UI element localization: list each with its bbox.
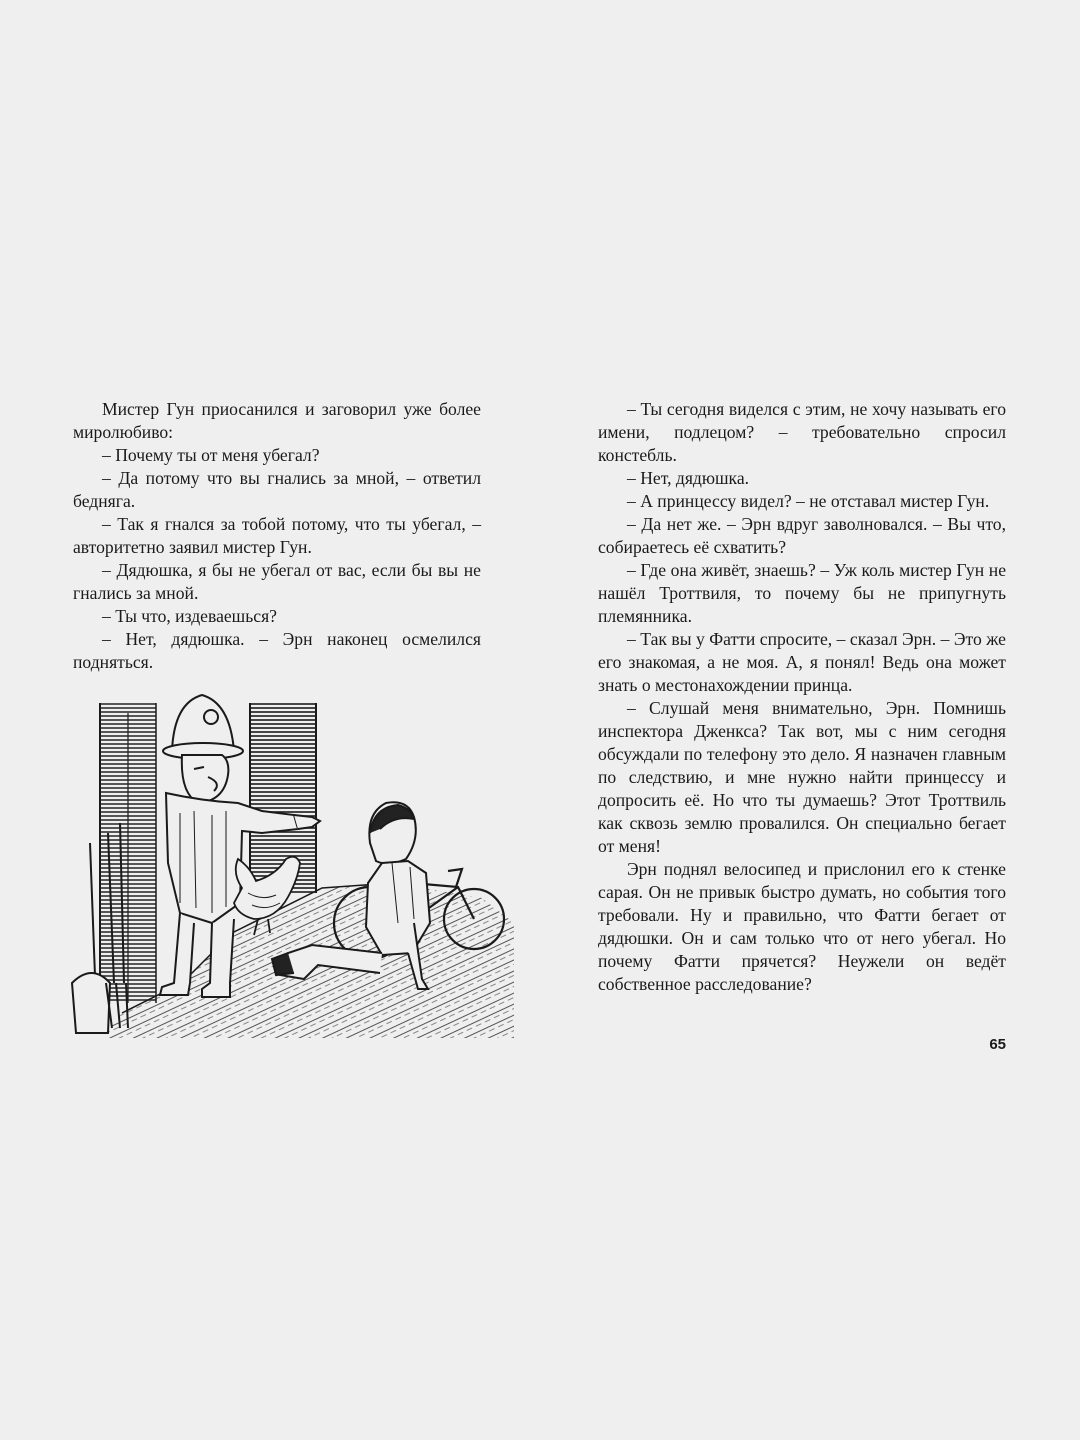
- paragraph: – Ты сегодня виделся с этим, не хочу называть его имени, подлецом? – требовательно спросил констебль.: [598, 399, 1006, 465]
- paragraph: – Где она живёт, знаешь? – Уж коль мистер Гун не нашёл Троттвиля, то почему бы не припугнуть племянника.: [598, 560, 1006, 626]
- page-number: 65: [989, 1036, 1006, 1053]
- paragraph: – Ты что, издеваешься?: [102, 606, 277, 626]
- paragraph: Мистер Гун приосанился и заговорил уже более миролюбиво:: [73, 399, 481, 442]
- paragraph: – Слушай меня внимательно, Эрн. Помнишь инспектора Дженкса? Так вот, мы с ним сегодня обсуждали по телефону это дело. Я назначен главным по следствию, и мне нужно найти принцессу и допросить её. Но что ты думаешь? Этот Троттвиль как сквозь землю провалился. Он специально бегает от меня!: [598, 698, 1006, 856]
- paragraph: – Да нет же. – Эрн вдруг заволновался. – Вы что, собираетесь её схватить?: [598, 514, 1006, 557]
- paragraph: Эрн поднял велосипед и прислонил его к стенке сарая. Он не привык быстро думать, но события того требовали. Ну и правильно, что Фатти бегает от дядюшки. Он и сам только что от него убегал. Но почему Фатти прячется? Неужели он ведёт собственное расследование?: [598, 859, 1006, 994]
- paragraph: – Так я гнался за тобой потому, что ты убегал, – авторитетно заявил мистер Гун.: [73, 514, 481, 557]
- paragraph: – Дядюшка, я бы не убегал от вас, если бы вы не гнались за мной.: [73, 560, 481, 603]
- paragraph: – Нет, дядюшка. – Эрн наконец осмелился подняться.: [73, 629, 481, 672]
- paragraph: – Так вы у Фатти спросите, – сказал Эрн. – Это же его знакомая, а не моя. А, я понял! Ведь она может знать о местонахождении принца.: [598, 629, 1006, 695]
- paragraph: – Да потому что вы гнались за мной, – ответил бедняга.: [73, 468, 481, 511]
- paragraph: – Почему ты от меня убегал?: [102, 445, 320, 465]
- left-page-text: [73, 398, 481, 674]
- paragraph: – А принцессу видел? – не отставал мистер Гун.: [627, 491, 990, 511]
- illustration-policeman-and-boy: [62, 683, 514, 1038]
- right-page-text: [598, 398, 1006, 996]
- paragraph: – Нет, дядюшка.: [627, 468, 750, 488]
